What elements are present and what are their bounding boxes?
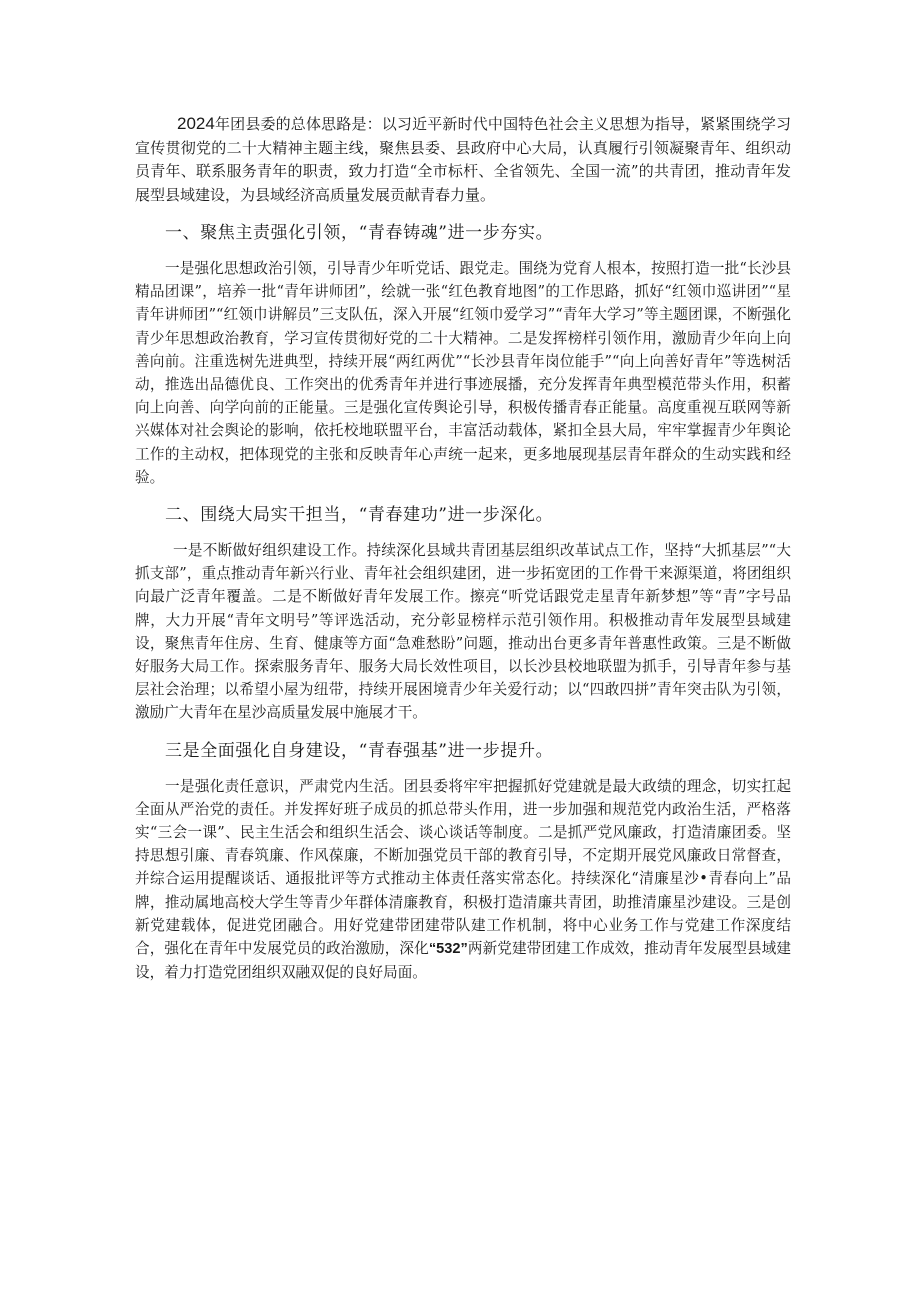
section-3-heading: 三是全面强化自身建设，“青春强基”进一步提升。 (165, 740, 554, 761)
section-1-body: 一是强化思想政治引领，引导青少年听党话、跟党走。围绕为党育人根本，按照打造一批“长沙县精品团课”，培养一批“青年讲师团”，绘就一张“红色教育地图”的工作思路，抓好“红领巾巡讲团”“星青年讲师团”“红领巾讲解员”三支队伍，深入开展“红领巾爱学习”“青年大学习”等主题团课，不断强化青少年思想政治教育，学习宣传贯彻好党的二十大精神。二是发挥榜样引领作用，激励青少年向上向善向前。注重选树先进典型，持续开展“两红两优”“长沙县青年岗位能手”“向上向善好青年”等选树活动，推选出品德优良、工作突出的优秀青年并进行事迹展播，充分发挥青年典型模范带头作用，积蓄向上向善、向学向前的正能量。三是强化宣传舆论引导，积极传播青春正能量。高度重视互联网等新兴媒体对社会舆论的影响，依托校地联盟平台，丰富活动载体，紧扣全县大局，牢牢掌握青少年舆论工作的主动权，把体现党的主张和反映青年心声统一起来，更多地展现基层青年群众的生动实践和经验。 (135, 260, 791, 486)
intro-year: 2024 (177, 114, 215, 133)
section-3-body-number: “532” (428, 941, 468, 958)
section-2-body: 一是不断做好组织建设工作。持续深化县域共青团基层组织改革试点工作，坚持“大抓基层”“大抓支部”，重点推动青年新兴行业、青年社会组织建团，进一步拓宽团的工作骨干来源渠道，将团组织向最广泛青年覆盖。二是不断做好青年发展工作。擦亮“听党话跟党走星青年新梦想”等“青”字号品牌，大力开展“青年文明号”等评选活动，充分彰显榜样示范引领作用。积极推动青年发展型县域建设，聚焦青年住房、生育、健康等方面“急难愁盼”问题，推动出台更多青年普惠性政策。三是不断做好服务大局工作。探索服务青年、服务大局长效性项目，以长沙县校地联盟为抓手，引导青年参与基层社会治理；以希望小屋为纽带，持续开展困境青少年关爱行动；以“四敢四拼”青年突击队为引领，激励广大青年在星沙高质量发展中施展才干。 (135, 542, 791, 722)
section-1-heading: 一、聚焦主责强化引领，“青春铸魂”进一步夯实。 (165, 223, 554, 243)
document-body (135, 112, 791, 984)
section-3-body (135, 775, 791, 985)
section-3-body-text-b: 两新党建带团建工作成效，推动青年发展型县域建设，着力打造党团组织双融双促的良好局面。 (135, 940, 791, 982)
section-3-body-text-a: 一是强化责任意识，严肃党内生活。团县委将牢牢把握抓好党建就是最大政绩的理念，切实扛起全面从严治党的责任。并发挥好班子成员的抓总带头作用，进一步加强和规范党内政治生活，严格落实“三会一课”、民主生活会和组织生活会、谈心谈话等制度。二是抓严党风廉政，打造清廉团委。坚持思想引廉、青春筑廉、作风葆廉，不断加强党员干部的教育引导，不定期开展党风廉政日常督查，并综合运用提醒谈话、通报批评等方式推动主体责任落实常态化。持续深化“清廉星沙•青春向上”品牌，推动属地高校大学生等青少年群体清廉教育，积极打造清廉共青团，助推清廉星沙建设。三是创新党建载体，促进党团融合。用好党建带团建带队建工作机制，将中心业务工作与党建工作深度结合，强化在青年中发展党员的政治激励，深化 (135, 777, 791, 958)
intro-paragraph (135, 112, 791, 207)
intro-text: 年团县委的总体思路是：以习近平新时代中国特色社会主义思想为指导，紧紧围绕学习宣传贯彻党的二十大精神主题主线，聚焦县委、县政府中心大局，认真履行引领凝聚青年、组织动员青年、联系服务青年的职责，致力打造“全市标杆、全省领先、全国一流”的共青团，推动青年发展型县域建设，为县域经济高质量发展贡献青春力量。 (135, 115, 791, 204)
section-2-heading: 二、围绕大局实干担当，“青春建功”进一步深化。 (165, 505, 554, 526)
